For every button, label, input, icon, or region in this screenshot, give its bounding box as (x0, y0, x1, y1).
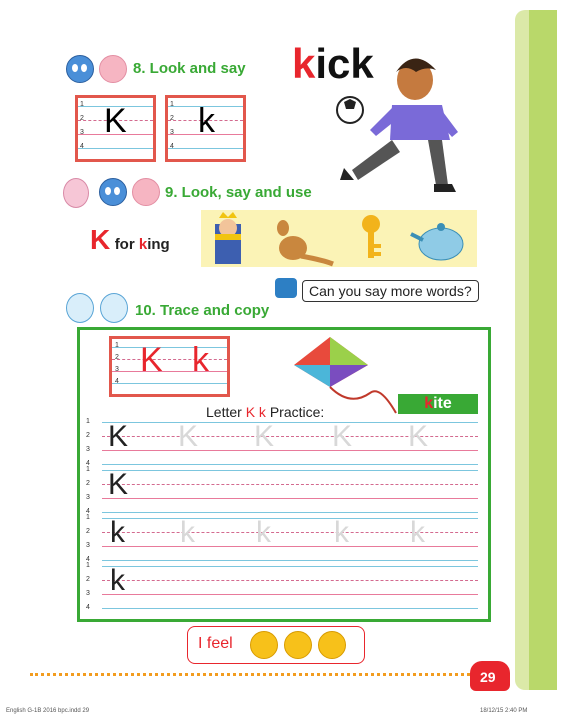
line-number: 1 (80, 101, 84, 108)
practice-suffix: Practice: (265, 404, 325, 420)
trace-example-card (109, 336, 230, 397)
lightbulb-icon (63, 178, 89, 208)
trace-letter: k (334, 516, 349, 549)
practice-row-2 (86, 468, 478, 516)
boy-kicking-ball-illustration (330, 50, 470, 205)
model-letter: K (108, 420, 129, 453)
line-number: 4 (170, 143, 174, 150)
kite-word-label (398, 394, 478, 414)
i-feel-label: I feel (198, 635, 233, 652)
trace-hand-icon (66, 293, 94, 323)
letter-practice-label (206, 404, 324, 420)
king-icon (215, 212, 241, 264)
file-info: English G-1B 2016 bpc.indd 29 (6, 708, 90, 714)
section-8-title: 8. Look and say (133, 60, 246, 77)
line-number: 2 (86, 432, 90, 439)
line-number: 4 (86, 460, 90, 467)
look-eyes-icon (66, 55, 94, 83)
line-number: 2 (86, 576, 90, 583)
practice-letters: K k (245, 404, 266, 420)
model-letter: k (110, 516, 125, 549)
page-edge-stripe (527, 10, 557, 690)
example-uppercase-k: K (140, 341, 163, 379)
practice-prefix: Letter (206, 404, 246, 420)
line-number: 4 (115, 378, 119, 385)
line-number: 1 (115, 342, 119, 349)
line-number: 1 (86, 514, 90, 521)
footer-dotted-rule (30, 673, 470, 676)
trace-letter: k (410, 516, 425, 549)
line-number: 4 (80, 143, 84, 150)
line-number: 2 (86, 480, 90, 487)
neutral-face-icon[interactable] (318, 631, 346, 659)
line-number: 3 (115, 366, 119, 373)
model-letter: K (108, 468, 129, 501)
kite-initial: k (424, 395, 434, 412)
word-initial: k (292, 40, 316, 87)
happy-face-icon[interactable] (250, 631, 278, 659)
section-10-title: 10. Trace and copy (135, 302, 270, 319)
trace-letter: K (254, 420, 275, 453)
line-number: 3 (86, 590, 90, 597)
line-number: 1 (170, 101, 174, 108)
i-feel-box (187, 626, 365, 664)
date-info: 18/12/15 2:40 PM (480, 708, 528, 714)
line-number: 1 (86, 466, 90, 473)
say-mouth-icon (99, 55, 127, 83)
king-rest: ing (147, 236, 170, 253)
letter-lowercase-k: k (198, 102, 215, 140)
page-number-cat-badge (470, 661, 510, 691)
model-letter: k (110, 564, 125, 597)
smiling-face-icon[interactable] (284, 631, 312, 659)
line-number: 3 (170, 129, 174, 136)
page-number: 29 (480, 669, 496, 685)
line-number: 2 (115, 354, 119, 361)
trace-letter: k (256, 516, 271, 549)
copy-hand-icon (100, 293, 128, 323)
line-number: 4 (86, 604, 90, 611)
king-initial: k (138, 236, 148, 253)
kangaroo-icon (277, 220, 333, 264)
speech-bubble-icon (275, 278, 297, 298)
k-for-king (90, 224, 170, 256)
letter-card-uppercase (75, 95, 156, 162)
trace-letter: k (180, 516, 195, 549)
page-edge-stripe-light (515, 10, 529, 690)
say-mouth-icon (132, 178, 160, 206)
line-number: 3 (80, 129, 84, 136)
line-number: 3 (86, 542, 90, 549)
for-text: for (114, 236, 139, 253)
letter-card-lowercase (165, 95, 246, 162)
look-eyes-icon (99, 178, 127, 206)
word-rest: ick (315, 40, 374, 87)
line-number: 2 (86, 528, 90, 535)
line-number: 3 (86, 494, 90, 501)
line-number: 3 (86, 446, 90, 453)
line-number: 1 (86, 562, 90, 569)
practice-row-3 (86, 516, 478, 564)
trace-letter: K (408, 420, 429, 453)
line-number: 4 (86, 556, 90, 563)
kite-rest: ite (433, 395, 452, 412)
practice-row-1 (86, 420, 478, 468)
line-number: 2 (170, 115, 174, 122)
kettle-icon (411, 223, 463, 260)
trace-letter: K (178, 420, 199, 453)
example-lowercase-k: k (192, 341, 209, 379)
line-number: 1 (86, 418, 90, 425)
can-you-say-more-words: Can you say more words? (302, 280, 479, 302)
practice-row-4 (86, 564, 478, 612)
line-number: 2 (80, 115, 84, 122)
line-number: 4 (86, 508, 90, 515)
trace-letter: K (332, 420, 353, 453)
big-letter-k: K (90, 224, 111, 255)
letter-uppercase-k: K (104, 102, 127, 140)
k-words-picture-strip (201, 210, 477, 267)
section-9-title: 9. Look, say and use (165, 184, 312, 201)
key-icon (362, 215, 381, 258)
